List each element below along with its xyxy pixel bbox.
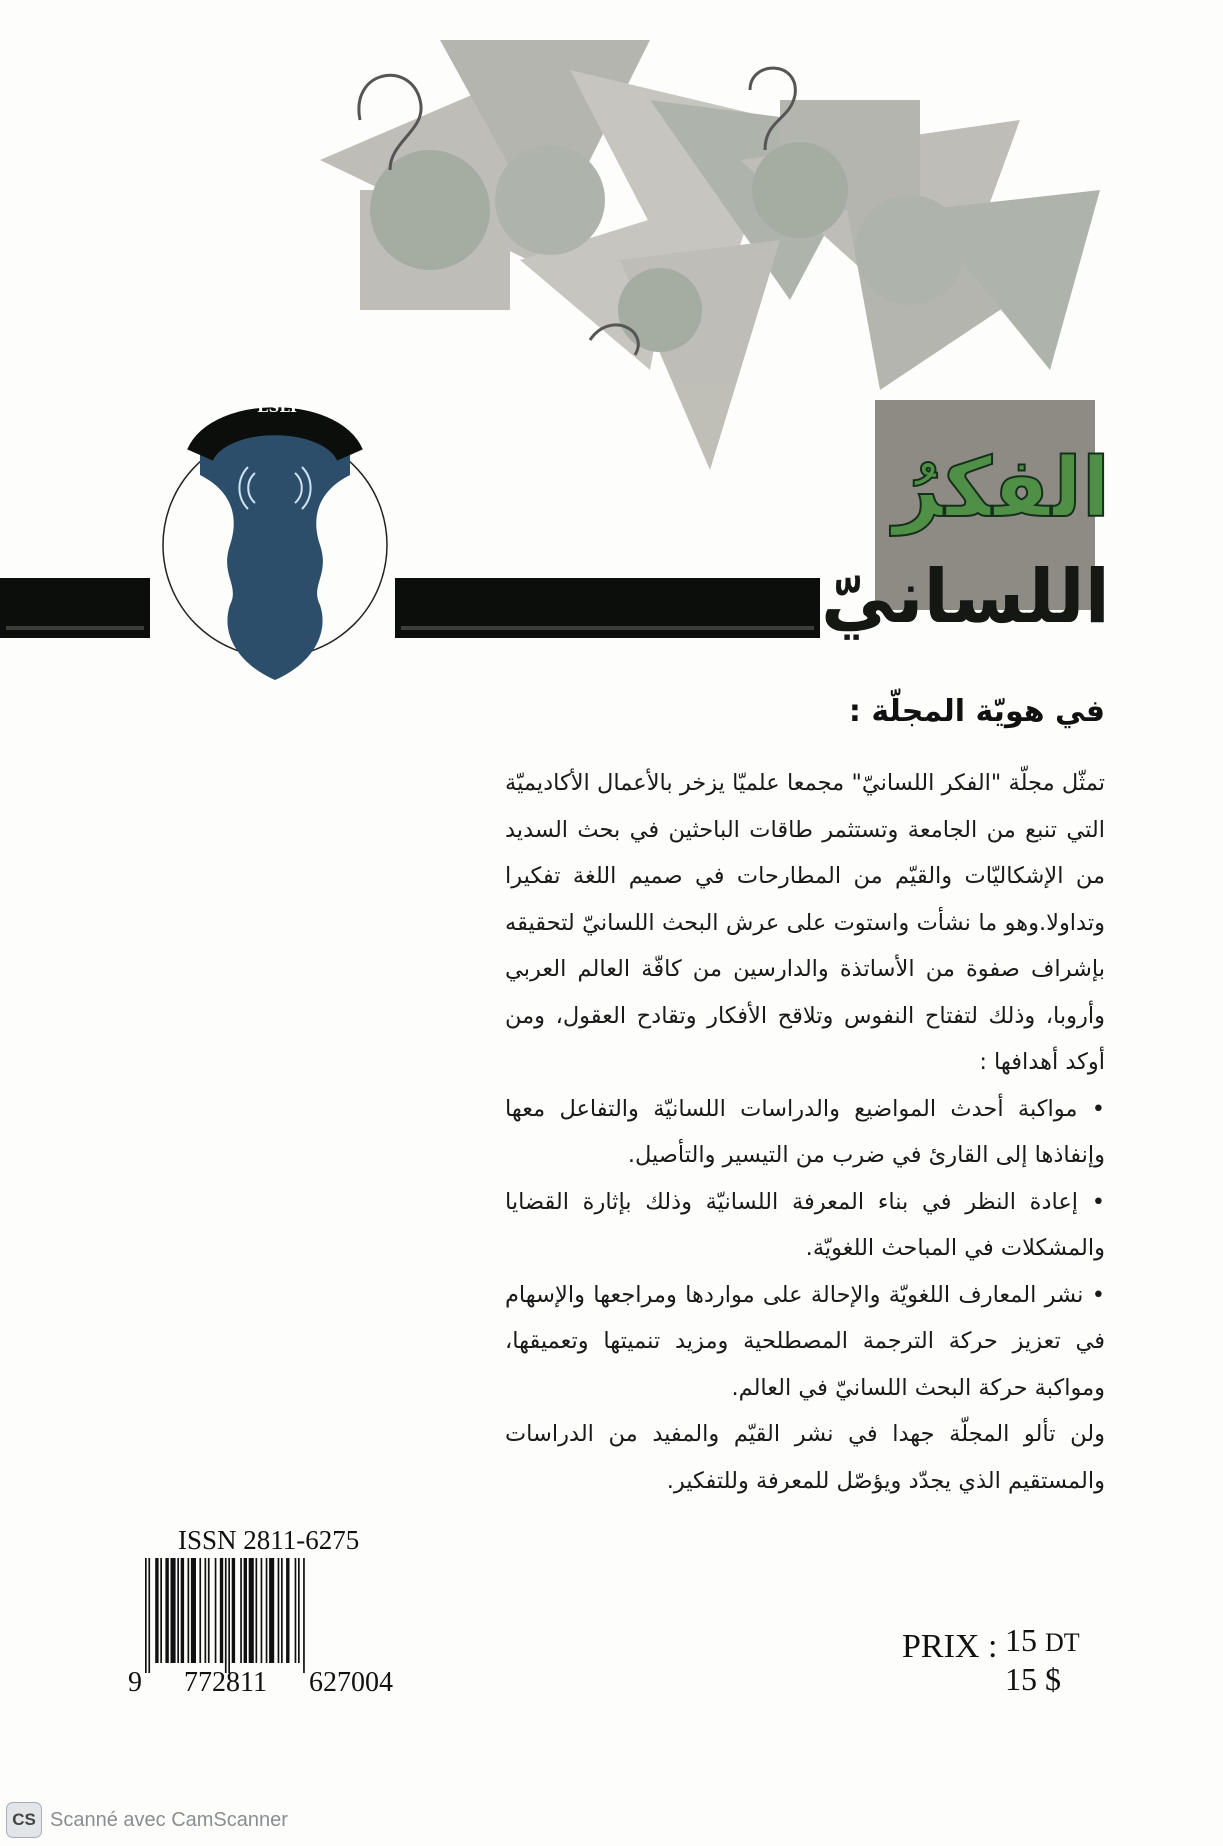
barcode-bar bbox=[298, 1558, 300, 1663]
section-heading: في هويّة المجلّة : bbox=[848, 694, 1105, 729]
barcode-bar bbox=[148, 1558, 150, 1673]
barcode-bar bbox=[228, 1558, 230, 1673]
price-amount-dt: 15 bbox=[1005, 1622, 1037, 1658]
barcode-bar bbox=[232, 1558, 235, 1663]
barcode-bar bbox=[165, 1558, 168, 1663]
barcode-bar bbox=[155, 1558, 158, 1663]
barcode-bar bbox=[244, 1558, 247, 1663]
barcode-bar bbox=[240, 1558, 242, 1663]
barcode-bar bbox=[220, 1558, 223, 1663]
barcode-bar bbox=[145, 1558, 147, 1673]
barcode-bar bbox=[188, 1558, 190, 1663]
barcode-bar bbox=[215, 1558, 217, 1663]
barcode-digits bbox=[128, 1667, 393, 1699]
barcode-bar bbox=[295, 1558, 297, 1663]
price-amount-usd: 15 bbox=[1005, 1661, 1037, 1697]
camscanner-watermark bbox=[6, 1800, 288, 1840]
barcode-bar bbox=[208, 1558, 210, 1663]
journal-title-line1: الفكرُ bbox=[893, 441, 1110, 536]
barcode-bar bbox=[160, 1558, 162, 1663]
logo-label: ESLI bbox=[257, 398, 297, 416]
barcode-bar bbox=[281, 1558, 283, 1663]
barcode-digit-group: 627004 bbox=[309, 1667, 393, 1698]
barcode-digit-group: 9 bbox=[128, 1667, 142, 1698]
barcode-bar bbox=[177, 1558, 179, 1663]
price-unit-usd: $ bbox=[1045, 1661, 1061, 1697]
barcode-bar bbox=[225, 1558, 227, 1673]
goal-item: • مواكبة أحدث المواضيع والدراسات اللسانيّة والتفاعل معها وإنفاذها إلى القارئ في ضرب من التيسير والتأصيل. bbox=[505, 1086, 1105, 1179]
goal-item: • نشر المعارف اللغويّة والإحالة على مواردها ومراجعها والإسهام في تعزيز حركة الترجمة المصطلحية ومزيد تنميتها وتعميقها، ومواكبة حركة البحث اللسانيّ في العالم. bbox=[505, 1272, 1105, 1412]
intro-paragraph: تمثّل مجلّة "الفكر اللسانيّ" مجمعا علميّا يزخر بالأعمال الأكاديميّة التي تنبع من الجامعة وتستثمر طاقات الباحثين في بحث السديد من الإشكاليّات والقيّم من المطارحات في صميم اللغة تفكيرا وتداولا.وهو ما نشأت واستوت على عرش البحث اللسانيّ لتحقيقه بإشراف صفوة من الأساتذة والدارسين من كافّة العالم العربي وأروبا، وذلك لتفتاح النفوس وتلاقح الأفكار وتقادح العقول، ومن أوكد أهدافها : bbox=[505, 770, 1105, 1075]
goal-item: • إعادة النظر في بناء المعرفة اللسانيّة وذلك بإثارة القضايا والمشكلات في المباحث اللغويّة. bbox=[505, 1179, 1105, 1272]
barcode-bar bbox=[249, 1558, 254, 1663]
price-values bbox=[1005, 1622, 1080, 1697]
price-unit-dt: DT bbox=[1045, 1628, 1080, 1657]
issn-label: ISSN 2811-6275 bbox=[178, 1525, 360, 1555]
decorative-band-left bbox=[0, 578, 150, 638]
barcode-bar bbox=[181, 1558, 184, 1663]
barcode-bar bbox=[278, 1558, 280, 1663]
camscanner-logo-icon: CS bbox=[6, 1802, 42, 1838]
barcode-bar bbox=[303, 1558, 305, 1673]
barcode-digit-group: 772811 bbox=[184, 1667, 267, 1698]
face-silhouettes-icon bbox=[160, 395, 390, 695]
journal-title-line2: اللسانيّ bbox=[820, 554, 1110, 640]
barcode-bar bbox=[261, 1558, 263, 1663]
barcode-bar bbox=[269, 1558, 274, 1663]
barcode-bar bbox=[205, 1558, 207, 1663]
barcode-bar bbox=[191, 1558, 196, 1663]
decorative-band-middle bbox=[395, 578, 820, 638]
barcode-icon bbox=[143, 1558, 388, 1678]
price-label: PRIX : bbox=[902, 1628, 998, 1665]
barcode-bar bbox=[171, 1558, 176, 1663]
closing-paragraph: ولن تألو المجلّة جهدا في نشر القيّم والمفيد من الدراسات والمستقيم الذي يجدّد ويؤصّل للمعرفة وللتفكير. bbox=[505, 1421, 1105, 1494]
barcode-bar bbox=[286, 1558, 289, 1663]
barcode-bar bbox=[199, 1558, 201, 1663]
watermark-text: Scanné avec CamScanner bbox=[50, 1808, 288, 1831]
barcode-bar bbox=[256, 1558, 258, 1663]
identity-body bbox=[505, 760, 1105, 1504]
barcode-bar bbox=[266, 1558, 268, 1663]
